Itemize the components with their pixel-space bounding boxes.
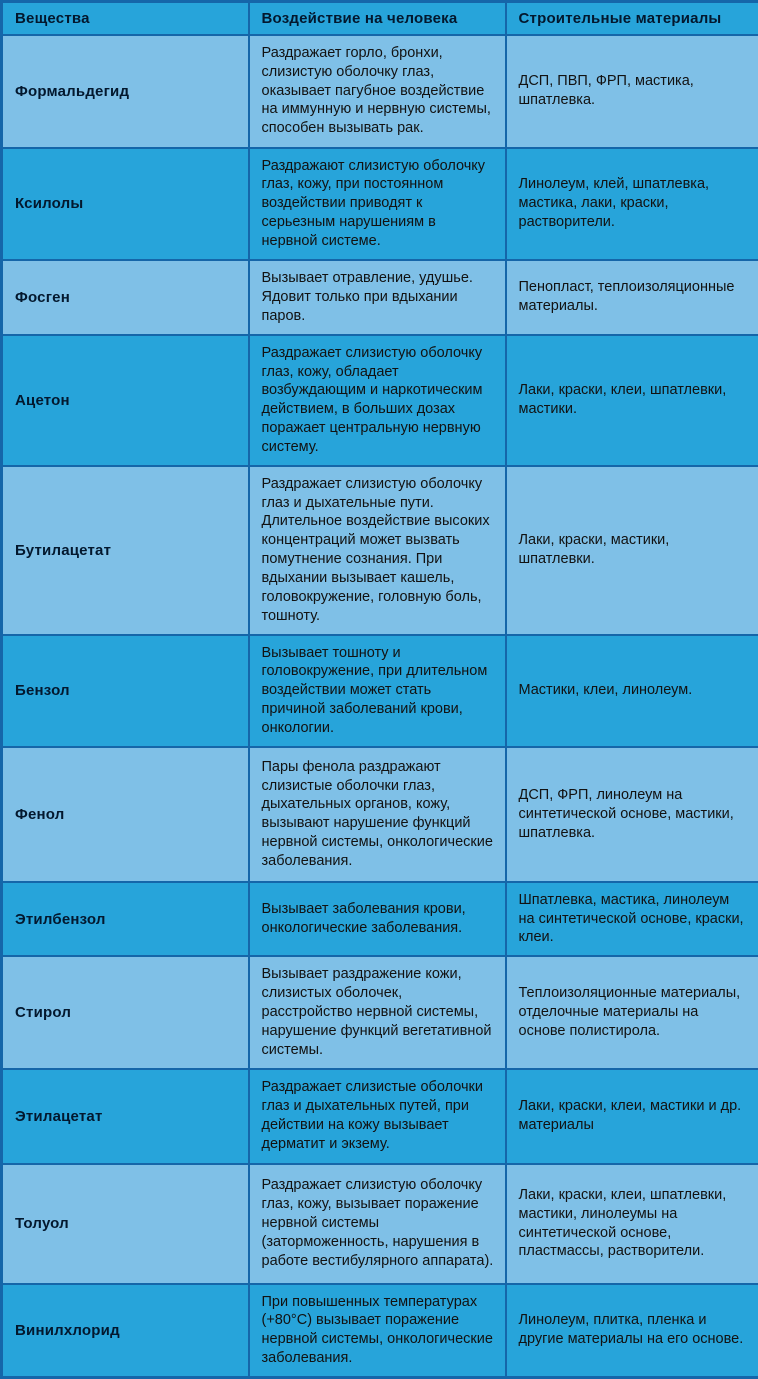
table-row	[2, 148, 758, 260]
table-row	[2, 1284, 758, 1378]
substance-name: Стирол	[2, 956, 249, 1068]
effect-text: Раздражают слизистую оболочку глаз, кожу, при постоянном воздействии приводят к серьезным нарушениям в нервной системе.	[249, 148, 506, 260]
substance-name: Этилбензол	[2, 882, 249, 957]
table-row	[2, 1069, 758, 1164]
effect-text: Вызывает заболевания крови, онкологические заболевания.	[249, 882, 506, 957]
table-row	[2, 882, 758, 957]
table-row	[2, 635, 758, 747]
effect-text: Раздражает слизистые оболочки глаз и дыхательных путей, при действии на кожу вызывает дерматит и экзему.	[249, 1069, 506, 1164]
table-row	[2, 35, 758, 148]
column-header-human-impact: Воздействие на человека	[249, 2, 506, 35]
effect-text: Пары фенола раздражают слизистые оболочки глаз, дыхательных органов, кожу, вызывают нарушение функций нервной системы, онкологические заболевания.	[249, 747, 506, 882]
effect-text: Раздражает слизистую оболочку глаз и дыхательные пути. Длительное воздействие высоких концентраций может вызвать помутнение сознания. При вдыхании вызывает кашель, головокружение, головную боль, тошноту.	[249, 466, 506, 635]
materials-text: Лаки, краски, клеи, шпатлевки, мастики.	[506, 335, 758, 466]
substance-name: Фенол	[2, 747, 249, 882]
materials-text: ДСП, ПВП, ФРП, мастика, шпатлевка.	[506, 35, 758, 148]
table-row	[2, 747, 758, 882]
substance-name: Бензол	[2, 635, 249, 747]
table-body	[2, 35, 758, 1378]
effect-text: Раздражает слизистую оболочку глаз, кожу, вызывает поражение нервной системы (заторможенность, нарушения в работе вестибулярного аппарата).	[249, 1164, 506, 1284]
substance-name: Винилхлорид	[2, 1284, 249, 1378]
materials-text: Теплоизоляционные материалы, отделочные материалы на основе полистирола.	[506, 956, 758, 1068]
effect-text: Вызывает тошноту и головокружение, при длительном воздействии может стать причиной заболеваний крови, онкологии.	[249, 635, 506, 747]
materials-text: ДСП, ФРП, линолеум на синтетической основе, мастики, шпатлевка.	[506, 747, 758, 882]
substance-name: Этилацетат	[2, 1069, 249, 1164]
effect-text: Вызывает раздражение кожи, слизистых оболочек, расстройство нервной системы, нарушение функций вегетативной системы.	[249, 956, 506, 1068]
header-row	[2, 2, 758, 35]
effect-text: Вызывает отравление, удушье. Ядовит только при вдыхании паров.	[249, 260, 506, 335]
materials-text: Лаки, краски, клеи, мастики и др. материалы	[506, 1069, 758, 1164]
substance-name: Ацетон	[2, 335, 249, 466]
substance-name: Формальдегид	[2, 35, 249, 148]
table-row	[2, 466, 758, 635]
substance-name: Фосген	[2, 260, 249, 335]
substance-name: Толуол	[2, 1164, 249, 1284]
materials-text: Пенопласт, теплоизоляционные материалы.	[506, 260, 758, 335]
table-row	[2, 1164, 758, 1284]
effect-text: Раздражает горло, бронхи, слизистую оболочку глаз, оказывает пагубное воздействие на иммунную и нервную системы, способен вызывать рак.	[249, 35, 506, 148]
effect-text: При повышенных температурах (+80°С) вызывает поражение нервной системы, онкологические заболевания.	[249, 1284, 506, 1378]
substance-name: Ксилолы	[2, 148, 249, 260]
column-header-building-materials: Строительные материалы	[506, 2, 758, 35]
column-header-substances: Вещества	[2, 2, 249, 35]
materials-text: Линолеум, клей, шпатлевка, мастика, лаки, краски, растворители.	[506, 148, 758, 260]
materials-text: Шпатлевка, мастика, линолеум на синтетической основе, краски, клеи.	[506, 882, 758, 957]
materials-text: Мастики, клеи, линолеум.	[506, 635, 758, 747]
table-row	[2, 956, 758, 1068]
substance-name: Бутилацетат	[2, 466, 249, 635]
table-row	[2, 260, 758, 335]
materials-text: Лаки, краски, мастики, шпатлевки.	[506, 466, 758, 635]
effect-text: Раздражает слизистую оболочку глаз, кожу, обладает возбуждающим и наркотическим действием, в больших дозах поражает центральную нервную систему.	[249, 335, 506, 466]
materials-text: Линолеум, плитка, пленка и другие материалы на его основе.	[506, 1284, 758, 1378]
materials-text: Лаки, краски, клеи, шпатлевки, мастики, линолеумы на синтетической основе, пластмассы, растворители.	[506, 1164, 758, 1284]
table-header	[2, 2, 758, 35]
table-row	[2, 335, 758, 466]
